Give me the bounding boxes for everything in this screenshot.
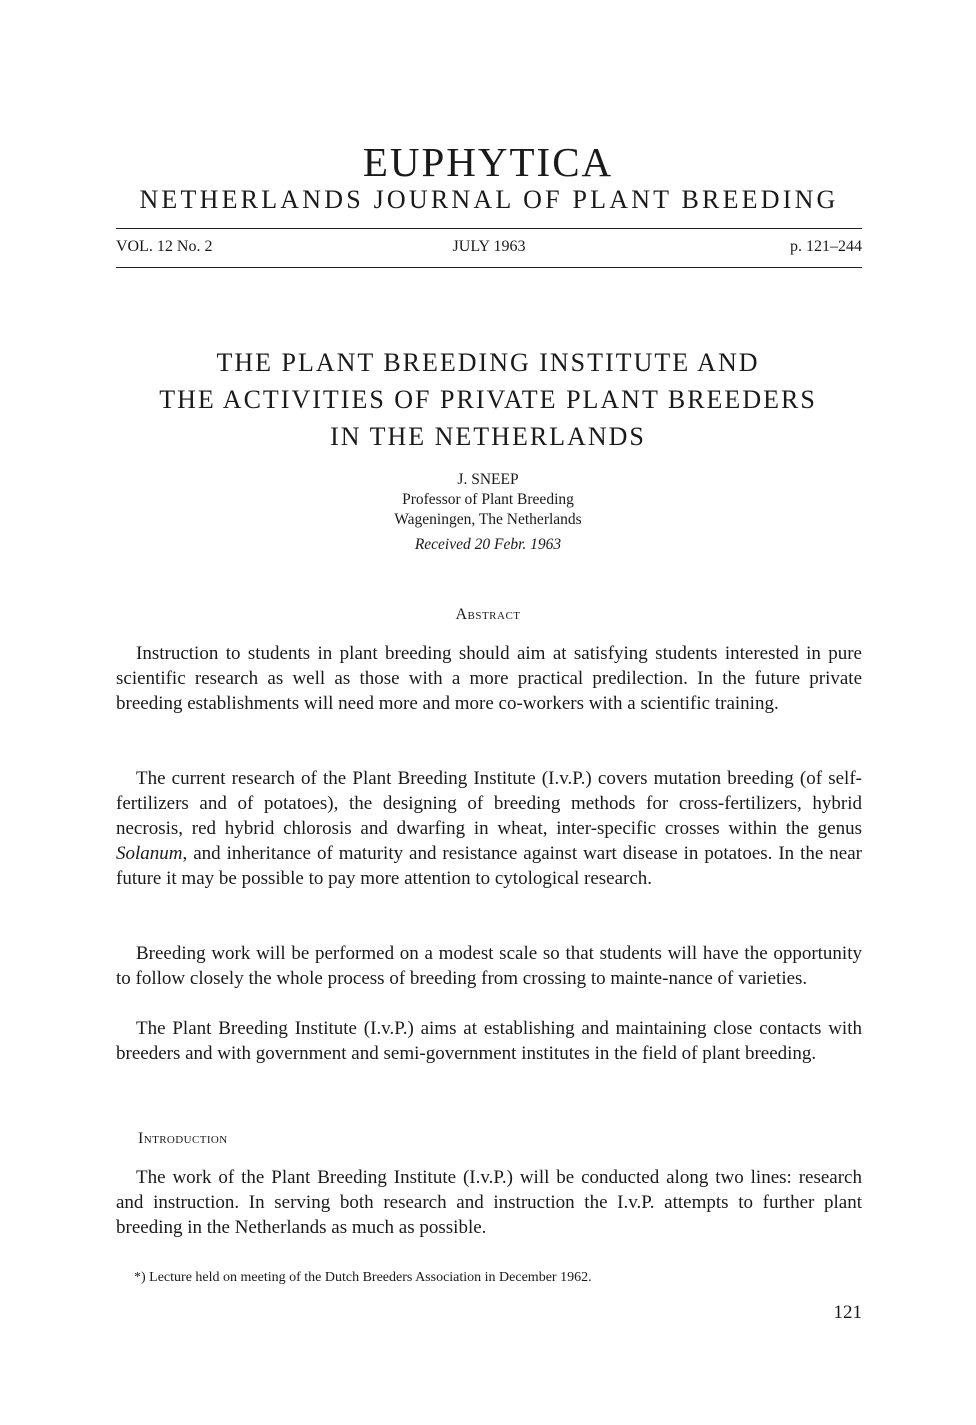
article-title-line: THE ACTIVITIES OF PRIVATE PLANT BREEDERS xyxy=(159,385,817,414)
journal-subtitle: NETHERLANDS JOURNAL OF PLANT BREEDING xyxy=(139,185,839,214)
footnote: *) Lecture held on meeting of the Dutch Breeders Association in December 1962. xyxy=(134,1270,592,1285)
paragraph-text: The Plant Breeding Institute (I.v.P.) aims at establishing and maintaining close contacts with breeders and with government and semi-government institutes in the field of plant breeding. xyxy=(116,1018,862,1064)
introduction-paragraph-1 xyxy=(116,1165,862,1240)
paragraph-text xyxy=(116,766,862,891)
abstract-heading: Abstract xyxy=(455,606,521,623)
page-number: 121 xyxy=(833,1302,862,1323)
abstract-paragraph-3 xyxy=(116,941,862,991)
author-name: J. SNEEP xyxy=(457,471,519,488)
text-run: , and inheritance of maturity and resistance against wart disease in potatoes. In the near future it may be possible to pay more attention to cytological research. xyxy=(116,843,862,889)
author-affiliation: Professor of Plant Breeding xyxy=(402,491,574,508)
article-title-line: THE PLANT BREEDING INSTITUTE AND xyxy=(216,348,760,377)
issue-line xyxy=(116,238,862,260)
header-rule-bottom xyxy=(116,267,862,268)
issue-pages: p. 121–244 xyxy=(790,238,862,255)
journal-title: EUPHYTICA xyxy=(362,139,614,185)
issue-date: JULY 1963 xyxy=(452,238,526,255)
author-location: Wageningen, The Netherlands xyxy=(394,511,582,528)
abstract-paragraph-4 xyxy=(116,1016,862,1066)
paragraph-text: Breeding work will be performed on a modest scale so that students will have the opportunity to follow closely the whole process of breeding from crossing to mainte-nance of varieties. xyxy=(116,943,862,989)
author-block xyxy=(0,470,976,555)
introduction-heading: Introduction xyxy=(138,1130,228,1147)
article-title xyxy=(100,344,876,455)
paragraph-text: The work of the Plant Breeding Institute (I.v.P.) will be conducted along two lines: research and instruction. In serving both research and instruction the I.v.P. attempts to further plant breeding in the Netherlands as much as possible. xyxy=(116,1167,862,1238)
paragraph-text: Instruction to students in plant breeding should aim at satisfying students interested in pure scientific research as well as those with a more practical predilection. In the future private breeding establishments will need more and more co-workers with a scientific training. xyxy=(116,643,862,714)
received-date: Received 20 Febr. 1963 xyxy=(414,536,562,553)
text-run: The current research of the Plant Breeding Institute (I.v.P.) covers mutation breeding (of self-fertilizers and of potatoes), the designing of breeding methods for cross-fertilizers, hybrid necrosis, red hybrid chlorosis and dwarfing in wheat, inter-specific crosses within the genus xyxy=(116,768,862,839)
abstract-paragraph-1 xyxy=(116,641,862,716)
abstract-paragraph-2 xyxy=(116,766,862,891)
header-rule-top xyxy=(116,228,862,229)
genus-name: Solanum xyxy=(116,843,183,864)
article-title-line: IN THE NETHERLANDS xyxy=(330,422,646,451)
issue-volume: VOL. 12 No. 2 xyxy=(116,238,213,255)
